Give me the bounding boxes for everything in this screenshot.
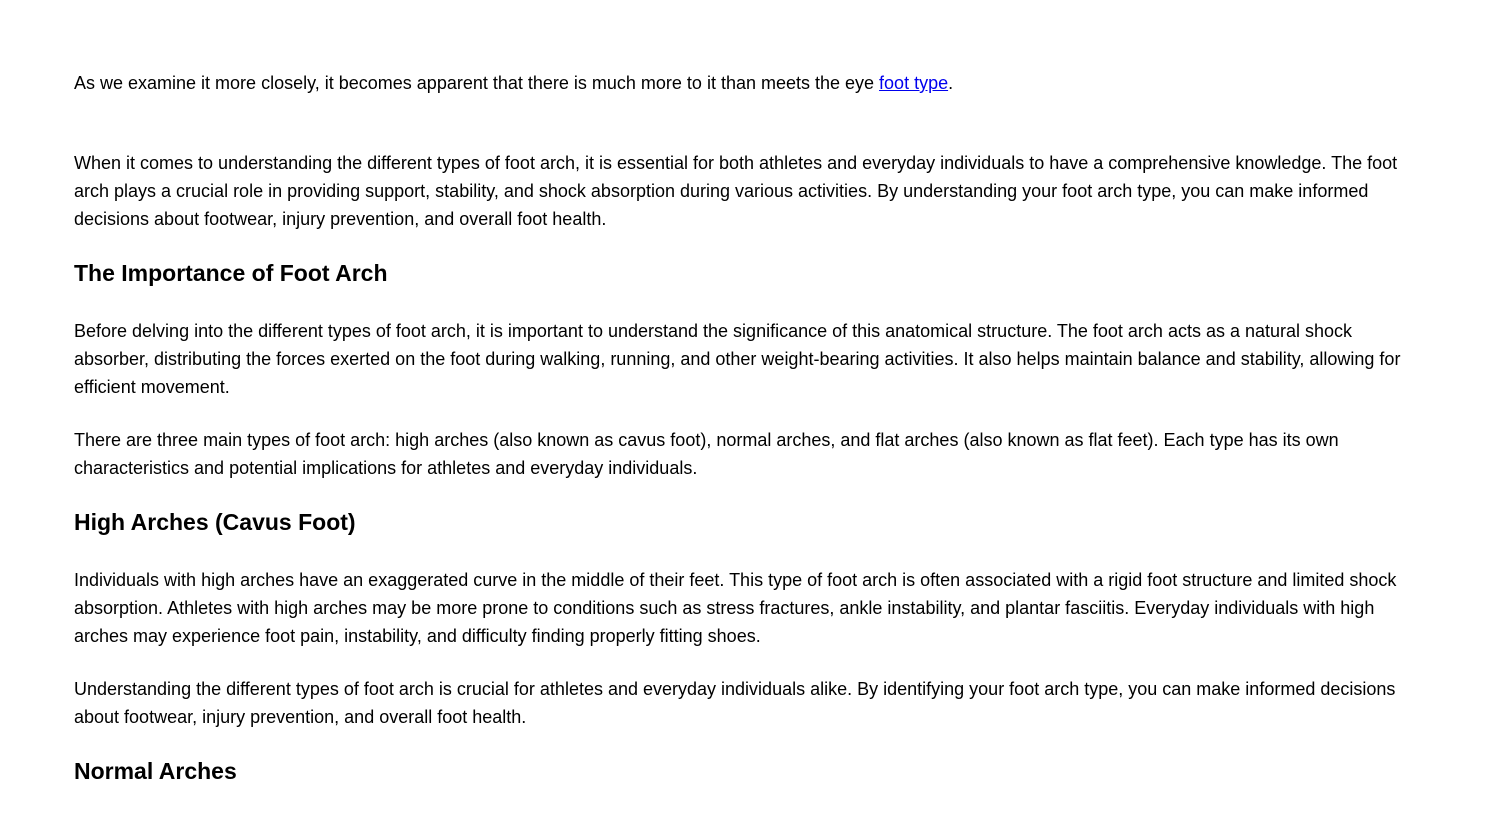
paragraph-significance: Before delving into the different types of foot arch, it is important to understand the significance of this anatomical structure. The foot arch acts as a natural shock absorber, distributing the forces exerted on the foot during walking, running, and other weight-bearing activities. It also helps maintain balance and stability, allowing for efficient movement. (74, 321, 1401, 397)
article-body (74, 69, 1429, 815)
paragraph-foot-arch-overview: When it comes to understanding the different types of foot arch, it is essential for both athletes and everyday individuals to have a comprehensive knowledge. The foot arch plays a crucial role in providing support, stability, and shock absorption during various activities. By understanding your foot arch type, you can make informed decisions about footwear, injury prevention, and overall foot health. (74, 153, 1398, 229)
intro-period: . (948, 73, 954, 93)
paragraph-high-arches: Individuals with high arches have an exaggerated curve in the middle of their feet. This type of foot arch is often associated with a rigid foot structure and limited shock absorption. Athletes with high arches may be more prone to conditions such as stress fractures, ankle instability, and plantar fasciitis. Everyday individuals with high arches may experience foot pain, instability, and difficulty finding properly fitting shoes. (74, 570, 1397, 646)
paragraph-three-types: There are three main types of foot arch: high arches (also known as cavus foot), normal arches, and flat arches (also known as flat feet). Each type has its own characteristics and potential implications for athletes and everyday individuals. (74, 430, 1339, 478)
foot-type-link[interactable]: foot type (879, 73, 949, 93)
heading-normal-arches: Normal Arches (74, 758, 237, 784)
heading-importance-of-foot-arch: The Importance of Foot Arch (74, 260, 388, 286)
paragraph-summary: Understanding the different types of foot arch is crucial for athletes and everyday individuals alike. By identifying your foot arch type, you can make informed decisions about footwear, injury prevention, and overall foot health. (74, 679, 1396, 727)
intro-text: As we examine it more closely, it becomes apparent that there is much more to it than meets the eye (74, 73, 880, 93)
intro-paragraph (74, 69, 1429, 97)
heading-high-arches: High Arches (Cavus Foot) (74, 509, 356, 535)
